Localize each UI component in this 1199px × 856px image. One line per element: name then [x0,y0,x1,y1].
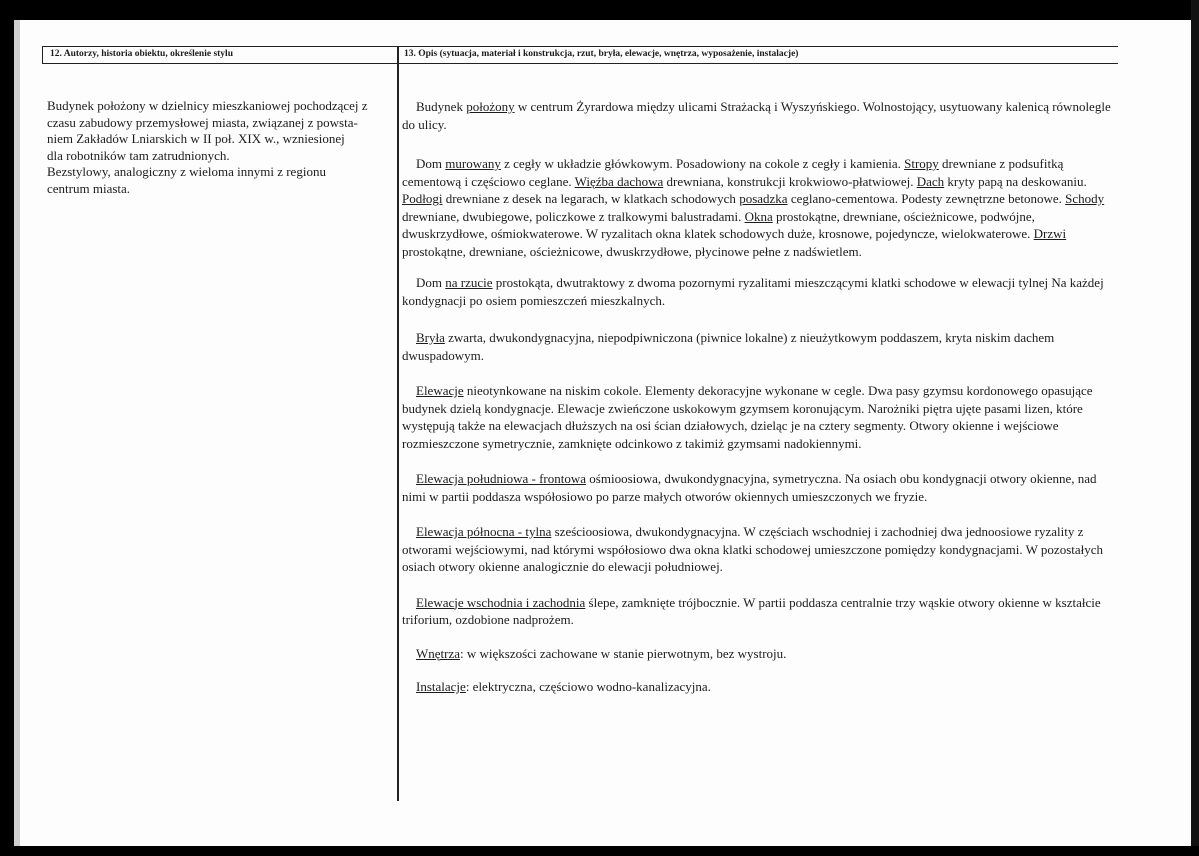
paragraph-location: Budynek położony w centrum Żyrardowa między ulicami Strażacką i Wyszyńskiego. Wolnostojący, usytuowany kalenicą równolegle do ulicy. [402,99,1111,132]
left-line: niem Zakładów Lniarskich w II poł. XIX w., wzniesionej [47,131,345,146]
left-line: Budynek położony w dzielnicy mieszkaniowej pochodzącej z [47,98,368,113]
header-rule-bottom [42,63,1118,64]
authors-history-text [47,98,394,197]
scan-edge-shadow [14,20,20,846]
scan-border-right [1191,0,1199,856]
paragraph-interiors: Wnętrza: w większości zachowane w stanie pierwotnym, bez wystroju. [416,645,787,661]
section-13-header: 13. Opis (sytuacja, materiał i konstrukcja, rzut, bryła, elewacje, wnętrza, wyposażenie, instalacje) [404,49,799,59]
paragraph-east-west-elevations: Elewacje wschodnia i zachodnia ślepe, zamknięte trójbocznie. W partii poddasza centralnie trzy wąskie otwory okienne w kształcie triforium, ozdobione nadprożem. [402,594,1101,627]
header-rule-top [42,46,1118,47]
paragraph-elevations: Elewacje nieotynkowane na niskim cokole. Elementy dekoracyjne wykonane w cegle. Dwa pasy gzymsu kordonowego opasujące budynek dzielą kondygnacje. Elewacje zwieńczone uskokowym gzymsem koronującym. Narożniki piętra ujęte pasami lizen, które występują także na elewacjach dłuższych na osi ścian działowych, dzieląc je na cztery segmenty. Otwory okienne i wejściowe rozmieszczone symetrycznie, zamknięte odcinkowo z takimiż gzymsami nadokiennymi. [402,383,1093,451]
scan-border-bottom [0,846,1199,856]
section-12-header: 12. Autorzy, historia obiektu, określenie stylu [50,49,233,59]
left-line: centrum miasta. [47,180,131,196]
left-line: Bezstylowy, analogiczny z wieloma innymi z regionu [47,164,326,179]
paragraph-materials: Dom murowany z cegły w układzie główkowym. Posadowiony na cokole z cegły i kamienia. Stropy drewniane z podsufitką cementową i częściowo ceglane. Więźba dachowa drewniana, konstrukcji krokwiowo-płatwiowej. Dach kryty papą na deskowaniu. Podłogi drewniane z desek na legarach, w klatkach schodowych posadzka ceglano-cementowa. Podesty zewnętrzne betonowe. Schody drewniane, dwubiegowe, policzkowe z tralkowymi balustradami. Okna prostokątne, drewniane, ościeżnicowe, podwójne, dwuskrzydłowe, ośmiokwaterowe. W ryzalitach okna klatek schodowych duże, krosnowe, pojedyncze, wielokwaterowe. Drzwi prostokątne, drewniane, ościeżnicowe, dwuskrzydłowe, płycinowe pełne z nadświetlem. [402,156,1105,259]
column-divider [397,46,399,801]
left-line: czasu zabudowy przemysłowej miasta, związanej z powsta- [47,114,358,130]
scan-border-left [0,0,14,856]
paragraph-massing: Bryła zwarta, dwukondygnacyjna, niepodpiwniczona (piwnice lokalne) z nieużytkowym poddaszem, kryta niskim dachem dwuspadowym. [402,330,1055,363]
header-rule-left [42,46,43,64]
scan-border-top [0,0,1199,20]
paragraph-north-elevation: Elewacja północna - tylna sześcioosiowa, dwukondygnacyjna. W częściach wschodniej i zachodniej dwa jednoosiowe ryzality z otworami wejściowymi, nad którymi współosiowo dwa okna klatki schodowej umieszczone pomiędzy kondygnacjami. W pozostałych osiach otwory okienne analogicznie do elewacji południowej. [402,524,1104,574]
description-text [402,98,1120,709]
paragraph-south-elevation: Elewacja południowa - frontowa ośmioosiowa, dwukondygnacyjna, symetryczna. Na osiach obu kondygnacji otwory okienne, nad nimi w partii poddasza współosiowo po parze małych otworów okiennych umieszczonych we fryzie. [402,471,1097,504]
paragraph-installations: Instalacje: elektryczna, częściowo wodno-kanalizacyjna. [416,679,711,694]
paragraph-plan: Dom na rzucie prostokąta, dwutraktowy z dwoma pozornymi ryzalitami mieszczącymi klatki schodowe w elewacji tylnej Na każdej kondygnacji po osiem pomieszczeń mieszkalnych. [402,275,1104,308]
left-line: dla robotników tam zatrudnionych. [47,147,230,163]
